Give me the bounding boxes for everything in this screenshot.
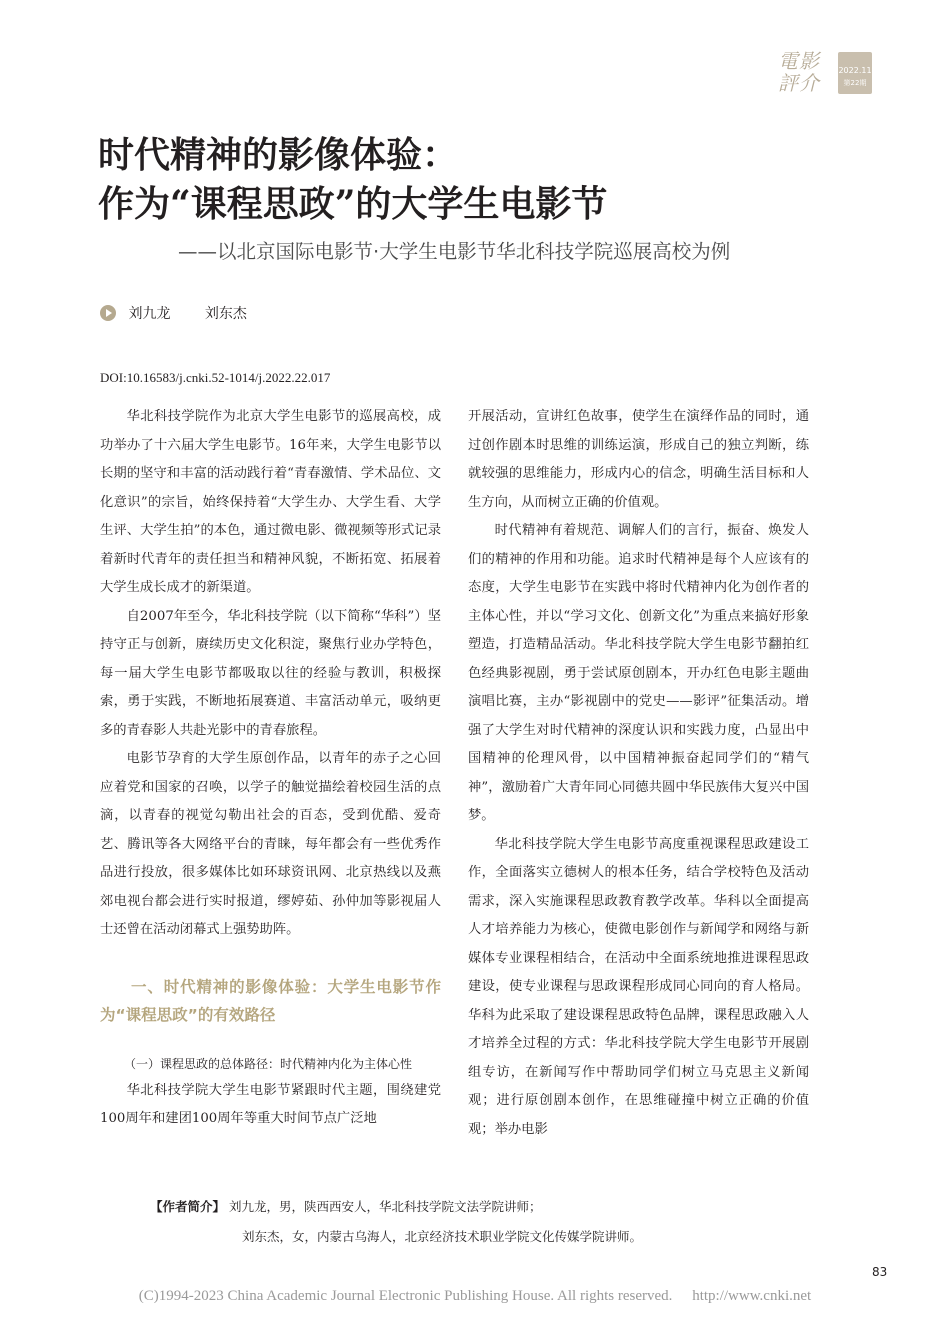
logo-issue: 第22期	[843, 79, 867, 87]
paragraph: 自2007年至今，华北科技学院（以下简称“华科”）坚持守正与创新，赓续历史文化积淀，聚焦行业办学特色，每一届大学生电影节都吸取以往的经验与教训，积极探索，勇于实践，不断地拓展赛道、丰富活动单元，吸纳更多的青春影人共赴光影中的青春旅程。	[100, 608, 441, 738]
journal-logo-text: 電影評介	[778, 49, 820, 95]
paragraph: 华北科技学院大学生电影节紧跟时代主题，围绕建党100周年和建团100周年等重大时间节点广泛地	[100, 1082, 441, 1126]
journal-logo-badge	[838, 52, 872, 94]
page-number: 83	[872, 1265, 888, 1279]
paragraph: 开展活动，宣讲红色故事，使学生在演绎作品的同时，通过创作剧本时思维的训练运演，形成自己的独立判断，练就较强的思维能力，形成内心的信念，明确生活目标和人生方向，从而树立正确的价值观。	[468, 409, 809, 510]
article-subtitle: ——以北京国际电影节·大学生电影节华北科技学院巡展高校为例	[178, 240, 731, 263]
author-note-line1: 刘九龙，男，陕西西安人，华北科技学院文法学院讲师；	[229, 1199, 542, 1214]
paragraph: 时代精神有着规范、调解人们的言行，振奋、焕发人们的精神的作用和功能。追求时代精神是每个人应该有的态度，大学生电影节在实践中将时代精神内化为创作者的主体心性，并以“学习文化、创新文化”为重点来搞好形象塑造，打造精品活动。华北科技学院大学生电影节翻拍红色经典影视剧，勇于尝试原创剧本，开办红色电影主题曲演唱比赛，主办“影视剧中的党史——影评”征集活动。增强了大学生对时代精神的深度认识和实践力度，凸显出中国精神的伦理风骨，以中国精神振奋起同学们的“精气神”，激励着广大青年同心同德共圆中华民族伟大复兴中国梦。	[468, 523, 809, 823]
footer-copyright: (C)1994-2023 China Academic Journal Electronic Publishing House. All rights reserved.	[138, 1288, 673, 1304]
article-title-line2: 作为“课程思政”的大学生电影节	[98, 183, 608, 225]
author-note-label: 【作者简介】	[150, 1199, 226, 1214]
paragraph: 电影节孕育的大学生原创作品，以青年的赤子之心回应着党和国家的召唤，以学子的触觉描绘着校园生活的点滴，以青春的视觉勾勒出社会的百态，受到优酷、爱奇艺、腾讯等各大网络平台的青睐，每年都会有一些优秀作品进行投放，很多媒体比如环球资讯网、北京热线以及燕郊电视台都会进行实时报道，缪婷茹、孙仲加等影视届人士还曾在活动闭幕式上强势助阵。	[100, 751, 441, 937]
left-column	[100, 403, 441, 1134]
paragraph: 华北科技学院作为北京大学生电影节的巡展高校，成功举办了十六届大学生电影节。16年来，大学生电影节以长期的坚守和丰富的活动践行着“青春激情、学术品位、文化意识”的宗旨，始终保持着“大学生办、大学生看、大学生评、大学生拍”的本色，通过微电影、微视频等形式记录着新时代青年的责任担当和精神风貌，不断拓宽、拓展着大学生成长成才的新渠道。	[100, 409, 441, 595]
author-note-line2: 刘东杰，女，内蒙古乌海人，北京经济技术职业学院文化传媒学院讲师。	[242, 1229, 643, 1244]
paragraph: 华北科技学院大学生电影节高度重视课程思政建设工作，全面落实立德树人的根本任务，结合学校特色及活动需求，深入实施课程思政教育教学改革。华科以全面提高人才培养能力为核心，使微电影创作与新闻学和网络与新媒体专业课程相结合，在活动中全面系统地推进课程思政建设，使专业课程与思政课程形成同心同向的育人格局。华科为此采取了建设课程思政特色品牌，课程思政融入人才培养全过程的方式：华北科技学院大学生电影节开展剧组专访，在新闻写作中帮助同学们树立马克思主义新闻观；进行原创剧本创作，在思维碰撞中树立正确的价值观；举办电影	[468, 836, 809, 1137]
play-icon	[100, 305, 116, 321]
subsection-heading: （一）课程思政的总体路径：时代精神内化为主体心性	[124, 1056, 413, 1071]
author-1: 刘九龙	[128, 306, 171, 322]
author-note	[150, 1192, 870, 1252]
article-title-line1: 时代精神的影像体验：	[98, 134, 459, 176]
footer-url[interactable]: http://www.cnki.net	[692, 1288, 812, 1304]
right-column	[468, 403, 809, 1144]
author-2: 刘东杰	[204, 306, 247, 322]
logo-year: 2022.11	[838, 66, 872, 75]
doi: DOI:10.16583/j.cnki.52-1014/j.2022.22.017	[100, 370, 331, 385]
section-heading: 一、时代精神的影像体验：大学生电影节作为“课程思政”的有效路径	[100, 977, 441, 1024]
footer	[0, 1288, 950, 1305]
author-line	[100, 303, 277, 325]
